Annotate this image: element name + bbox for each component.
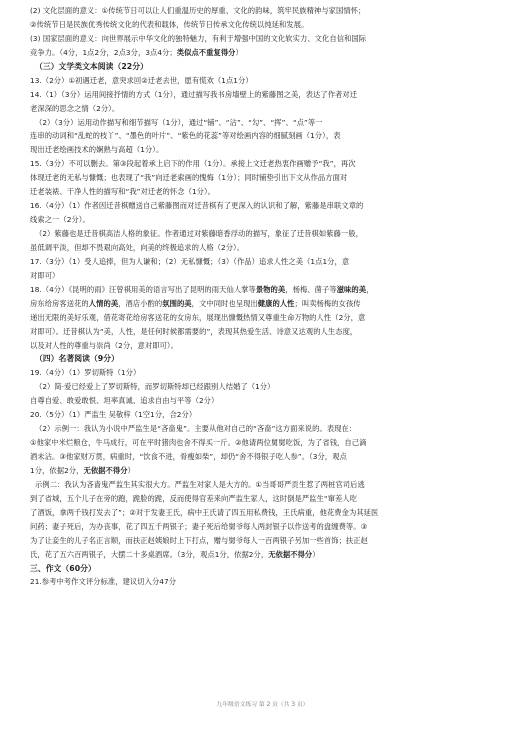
text-line — [30, 143, 508, 157]
text-line — [30, 171, 508, 185]
text-segment: 16.（4分）（1）作者因迁昔棋赠送自己紫藤图而对迁昔棋有了更深入的认识和了解，紫藤是串联文章的 — [30, 201, 364, 211]
text-segment: ；叫卖杨梅的女孩传 — [294, 298, 361, 308]
emphasis-text: 景物的美 — [255, 284, 286, 294]
text-line — [30, 46, 508, 60]
text-segment: 13.（2分）①初遇迁老，意突求回②迁老去世，愿有慌欢（1点1分） — [30, 75, 253, 85]
text-segment: 了酒饭，拿两千钱打发去了”；②对于发妻王氏，病中王氏请了四五用私费钱，王氏病重，他花费金为其延医 — [30, 507, 379, 517]
text-line — [30, 74, 508, 88]
text-segment: 对即可） — [30, 270, 60, 280]
text-segment: 15.（3分）不可以删去。第③段起着承上启下的作用（1分）。承接上文迁老热衷作画赠予“我”，再次 — [30, 159, 356, 169]
text-line — [30, 450, 508, 464]
text-line — [30, 269, 508, 283]
text-line — [30, 408, 508, 422]
text-segment: （2）简·爱已经爱上了罗切斯特，而罗切斯特却已经跟别人结婚了（1分） — [35, 382, 275, 392]
text-segment: 递出无限的美好乐观，借花寄花给房客送花的女房东，展现出慷慨热情又尊重生命万物的人性（2分，意 — [30, 312, 366, 322]
text-segment: （2）紫藤也是迁昔棋高洁人格的象征。作者通过对紫藤暗香浮动的描写，象征了迁昔棋如紫藤一般， — [35, 229, 363, 238]
text-segment: ） — [235, 47, 243, 57]
text-segment: ） — [127, 465, 135, 475]
text-segment: 迁老装裱、干净人性的描写和“我”对迁老的怀念（1分）。 — [30, 187, 216, 197]
text-line — [30, 492, 508, 506]
section-heading — [30, 562, 508, 576]
text-line — [30, 241, 508, 255]
text-line — [30, 422, 508, 436]
text-segment: 现出迁老绘画技术的娴熟与高超（1分）。 — [30, 145, 164, 155]
text-segment: 18.（4分）《昆明的雨》汪曾祺用美的语言写出了昆明的雨天仙人掌等 — [30, 284, 256, 294]
text-segment: ②传统节日是民族优秀传统文化的代表和载体，传统节日传承文化传统以纯延和发展。 — [30, 19, 309, 29]
text-line — [30, 32, 508, 46]
text-line — [30, 18, 508, 32]
text-segment: ，酒店小酌的 — [118, 298, 163, 308]
page-footer: 九年级语文练习 第 2 页（共 3 页） — [216, 702, 309, 708]
emphasis-text: 滋味的美 — [336, 284, 367, 294]
emphasis-text: 无依据不得分 — [83, 465, 128, 475]
text-line — [30, 548, 508, 562]
text-segment: 21.参考中考作文评分标准，建议切入分47分 — [30, 577, 177, 587]
text-line — [30, 520, 508, 534]
text-segment: 对即可）。迁昔棋认为“美，人性，是任何时候都需要的”，表现其热爱生活、诗意又达观的人生态度， — [30, 326, 358, 336]
text-line — [30, 185, 508, 199]
text-line — [30, 436, 508, 450]
text-line — [30, 283, 508, 297]
text-line — [30, 394, 508, 408]
text-segment: 线索之一（2分）。 — [30, 215, 90, 225]
text-line — [30, 366, 508, 380]
text-segment: ①他家中米烂粮仓，牛马成行，可在平时猪肉也舍不得买一斤。②他请两位舅舅吃饭，为了省钱，自己滴 — [30, 438, 367, 448]
text-segment: 以及对人性的尊重与崇尚（2分，意对即可）。 — [30, 340, 178, 350]
text-segment: 连串的动词和“乱蛇的枝丫”、“墨色的叶片”、“紫色的花蕊”等对绘画内容的细腻刻画（1分），表 — [30, 131, 341, 141]
text-segment: 1分，依据2分， — [30, 465, 84, 475]
text-segment: 竞争力。（4分，1点2分，2点3分，3点4分； — [30, 47, 177, 57]
answer-key-text — [30, 4, 508, 589]
text-segment: 氏，花了五六百两银子，大摆二十多桌酒席。（3分，观点1分，依据2分， — [30, 549, 269, 559]
text-line — [30, 506, 508, 520]
text-line — [30, 213, 508, 227]
text-line — [30, 116, 508, 130]
text-line — [30, 311, 508, 325]
section-heading — [30, 352, 508, 366]
text-line — [30, 575, 508, 589]
text-line — [30, 199, 508, 213]
text-segment: (3) 国家层面的意义：向世界展示中华文化的独特魅力，有利于增强中国的文化软实力、文化自信和国际 — [30, 33, 367, 43]
text-segment: ，文中同时也呈现出 — [191, 298, 258, 308]
text-line — [30, 227, 508, 241]
text-segment: （四）名著阅读（9分） — [35, 354, 119, 364]
text-segment: 房东给房客送花的 — [30, 298, 89, 308]
text-segment: ，杨梅、菌子等 — [285, 284, 337, 294]
text-line — [30, 325, 508, 339]
text-segment: 为了让妾生的儿子名正言顺，而扶正赵姨娘时上下打点，赠与舅爷每人一百两银子另加一些首饰；扶正赵 — [30, 535, 368, 545]
text-segment: 20.（5分）（1）严监生 吴敬梓（1空1分，合2分） — [30, 410, 197, 420]
text-line — [30, 88, 508, 102]
text-line — [30, 478, 508, 492]
text-segment: 示例二：我认为吝啬鬼严监生其实很大方。严监生对家人是大方的。①当哥哥严贡生惹了两桩官司后逃 — [35, 479, 365, 489]
text-segment: 问药；妻子死后，为办丧事，花了四五千两银子；妻子死后给舅爷每人两封银子以作送考的盘缠费等。③ — [30, 521, 368, 531]
emphasis-text: 氛围的美 — [162, 298, 192, 308]
text-segment: (2) 文化层面的意义：①传统节日可以让人们重温历史的厚重、文化的韵味，筑牢民族精神与家国情怀； — [30, 6, 366, 15]
text-line — [30, 157, 508, 171]
text-segment: ） — [312, 549, 320, 559]
text-line — [30, 102, 508, 116]
text-segment: 虽低调平淡，但却不畏艰向高处，向美的终极追求的人格（2分）。 — [30, 242, 245, 252]
emphasis-text: 无依据不得分 — [268, 549, 313, 559]
emphasis-text: 类似点不重复得分 — [176, 47, 236, 57]
text-segment: 17.（3分）（1）受人追捧，但为人谦和；（2）无私慷慨；（3）（作品）追求人性之美（1点1分，意 — [30, 256, 350, 266]
text-line — [30, 534, 508, 548]
text-segment: ， — [366, 284, 374, 294]
text-segment: 19.（4分）（1）罗切斯特（1分） — [30, 368, 141, 378]
text-segment: 体现迁老的无私与慷慨；也表现了“我”向迁老索画的愧悔（1分）；同时铺垫引出下文从作品方面对 — [30, 173, 348, 183]
text-line — [30, 464, 508, 478]
text-line — [30, 255, 508, 269]
text-segment: （三）文学类文本阅读（22分） — [35, 61, 148, 71]
section-heading — [30, 60, 508, 74]
text-segment: 老深深的思念之情（2分）。 — [30, 103, 120, 113]
text-segment: （2）示例一：我认为小说中严监生是“吝啬鬼”。主要从他对自己的“吝啬”这方面来说的。表现在： — [35, 424, 357, 434]
text-segment: 14.（1）（3分）运用间接抒情的方式（1分），通过描写我书房墙壁上的紫藤图之美，表达了作者对迁 — [30, 89, 358, 99]
text-segment: 酒未沾。③他家财万贯，病重时，“饮食不进，骨瘦如柴”，却仍“舍不得银子吃人参”。（3分，观点 — [30, 452, 347, 461]
text-segment: 三、作文（60分） — [30, 563, 96, 573]
text-line — [30, 129, 508, 143]
text-segment: 自尊自爱、敢爱敢恨、坦率真诚、追求自由与平等（2分） — [30, 396, 219, 406]
text-line — [30, 297, 508, 311]
text-line — [30, 339, 508, 353]
text-line — [30, 4, 508, 18]
text-segment: 到了省城，五个儿子在旁的跑，跪脸的跪，反而使得官差来向严监生家人，这时倒是严监生“窜差人吃 — [30, 493, 358, 503]
text-line — [30, 380, 508, 394]
text-segment: （2）（3分）运用动作描写和细节描写（1分），通过“铺”、“沾”、“勾”、“挥”、“点”等一 — [35, 117, 323, 127]
emphasis-text: 健康的人性 — [257, 298, 295, 308]
emphasis-text: 人情的美 — [88, 298, 119, 308]
